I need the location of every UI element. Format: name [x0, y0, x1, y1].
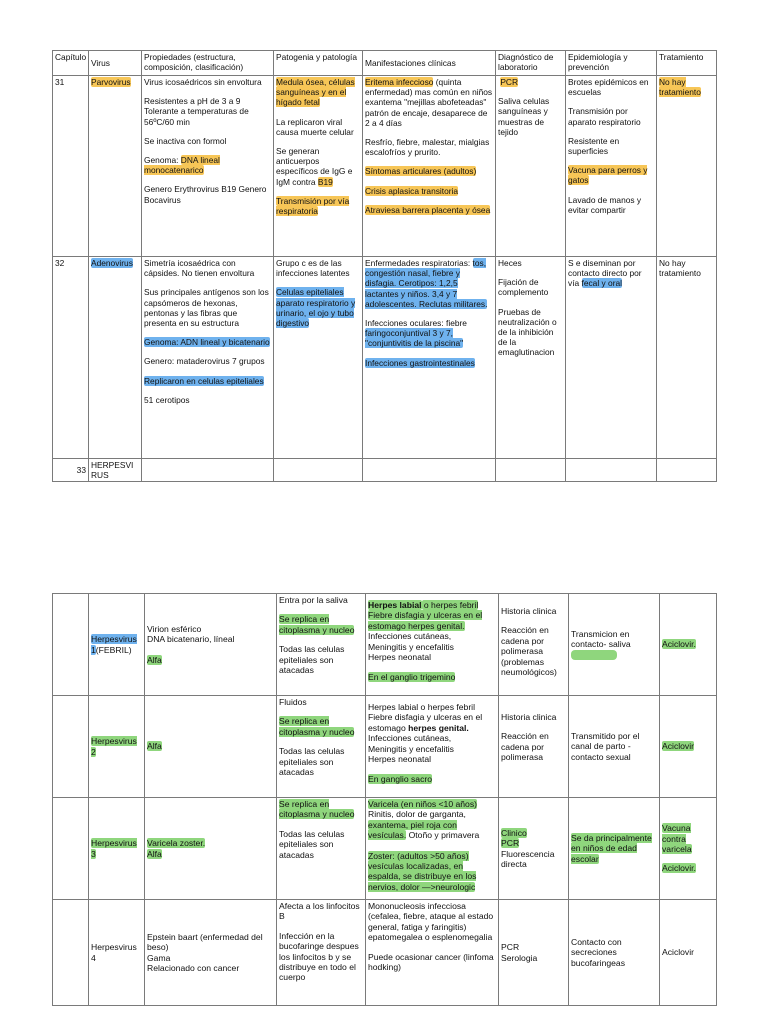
clinical-cell: Enfermedades respiratorias: tos, congestión nasal, fiebre y disfagia. Cerotipos: 1,2,5 lactantes y niños. 3,4 y 7 adolescentes. Reclutas militares. Infecciones oculares: fiebre faringoconjuntival 3 y 7, "conjuntivitis de la piscina" Infecciones gastrointestinales: [363, 257, 496, 459]
properties-cell: Alfa: [145, 696, 277, 798]
diagnosis-cell: Heces Fijación de complemento Pruebas de neutralización o de la inhibición de la emaglutinacion: [496, 257, 566, 459]
table-row-herpesvirus-1: [53, 594, 717, 696]
empty-cell: [274, 459, 363, 482]
clinical-cell: Varicela (en niños <10 años) Rinitis, dolor de garganta, exantema, piel roja con vesículas. Otoño y primavera Zoster: (adultos >50 años) vesículas localizadas, en espalda, se distribuye en los nervios, dolor —>neurologic: [366, 798, 499, 900]
treatment-cell: Aciclovir.: [660, 594, 717, 696]
virus-cell: Herpesvirus 1(FEBRIL): [89, 594, 145, 696]
table-header-row: [53, 51, 717, 76]
epidemiology-cell: Contacto con secreciones bucofaringeas: [569, 900, 660, 1006]
diagnosis-cell: Historia clinica Reacción en cadena por polimerasa: [499, 696, 569, 798]
virus-cell: Herpesvirus 4: [89, 900, 145, 1006]
empty-cell: [496, 459, 566, 482]
virus-cell: Adenovirus: [89, 257, 142, 459]
epidemiology-cell: S e diseminan por contacto directo por vía fecal y oral: [566, 257, 657, 459]
virus-cell: Herpesvirus 3: [89, 798, 145, 900]
clinical-cell: Eritema infeccioso (quinta enfermedad) mas común en niños exantema "mejillas abofeteadas" patrón de encaje, desaparece de 2 a 4 días Resfrío, fiebre, malestar, mialgias escalofríos y prurito. Síntomas articulares (adultos) Crisis aplasica transitoria Atraviesa barrera placenta y ósea: [363, 76, 496, 257]
header-pathogenesis: Patogenia y patología: [274, 51, 363, 76]
empty-cell: [53, 594, 89, 696]
treatment-cell: No hay tratamiento: [657, 257, 717, 459]
virus-cell: Herpesvirus 2: [89, 696, 145, 798]
header-epidemiology: Epidemiología y prevención: [566, 51, 657, 76]
header-clinical: Manifestaciones clínicas: [363, 51, 496, 76]
header-properties: Propiedades (estructura, composición, clasificación): [142, 51, 274, 76]
header-chapter: Capítulo: [53, 51, 89, 76]
header-diagnosis: Diagnóstico de laboratorio: [496, 51, 566, 76]
pathogenesis-cell: Se replica en citoplasma y nucleo Todas las celulas epiteliales son atacadas: [277, 798, 366, 900]
pathogenesis-cell: Medula ósea, células sanguíneas y en el hígado fetal La replicaron viral causa muerte celular Se generan anticuerpos específicos de IgG e IgM contra B19 Transmisión por vía respiratoria: [274, 76, 363, 257]
table-row-parvovirus: [53, 76, 717, 257]
diagnosis-cell: Historia clinica Reacción en cadena por polimerasa (problemas neumológicos): [499, 594, 569, 696]
chapter-cell: 31: [53, 76, 89, 257]
treatment-cell: No hay tratamiento: [657, 76, 717, 257]
highlight-mark: [571, 650, 617, 660]
properties-cell: Virus icosaédricos sin envoltura Resistentes a pH de 3 a 9 Tolerante a temperaturas de 56ºC/60 min Se inactiva con formol Genoma: DNA lineal monocatenarico Genero Erythrovirus B19 Genero Bocavirus: [142, 76, 274, 257]
table-row-adenovirus: [53, 257, 717, 459]
properties-cell: Epstein baart (enfermedad del beso) Gama Relacionado con cancer: [145, 900, 277, 1006]
epidemiology-cell: Brotes epidémicos en escuelas Transmisión por aparato respiratorio Resistente en superficies Vacuna para perros y gatos Lavado de manos y evitar compartir: [566, 76, 657, 257]
herpesvirus-table: [52, 593, 717, 1006]
clinical-cell: Herpes labial o herpes febril Fiebre disfagia y ulceras en el estomago herpes genital. Infecciones cutáneas, Meningitis y encefalitis Herpes neonatal En ganglio sacro: [366, 696, 499, 798]
virus-table-chapters: [52, 50, 717, 482]
pathogenesis-cell: Entra por la saliva Se replica en citoplasma y nucleo Todas las celulas epiteliales son atacadas: [277, 594, 366, 696]
empty-cell: [657, 459, 717, 482]
treatment-cell: Vacuna contra varicela Aciclovir.: [660, 798, 717, 900]
virus-cell: Parvovirus: [89, 76, 142, 257]
epidemiology-cell: Transmitido por el canal de parto - contacto sexual: [569, 696, 660, 798]
treatment-cell: Aciclovir: [660, 900, 717, 1006]
header-treatment: Tratamiento: [657, 51, 717, 76]
clinical-cell: Mononucleosis infecciosa (cefalea, fiebre, ataque al estado general, fatiga y faringitis) epatomegalea o esplenomegalia Puede ocasionar cancer (linfoma hodking): [366, 900, 499, 1006]
chapter-cell: 33: [53, 459, 89, 482]
table-row-herpesvirus: [53, 459, 717, 482]
empty-cell: [363, 459, 496, 482]
pathogenesis-cell: Grupo c es de las infecciones latentes Celulas epiteliales aparato respiratorio y urinario, el ojo y tubo digestivo: [274, 257, 363, 459]
pathogenesis-cell: Afecta a los linfocitos B Infección en la bucofaringe despues los linfocitos b y se distribuye en todo el cuerpo: [277, 900, 366, 1006]
properties-cell: Virion esférico DNA bicatenario, líneal Alfa: [145, 594, 277, 696]
empty-cell: [566, 459, 657, 482]
table-row-herpesvirus-3: [53, 798, 717, 900]
empty-cell: [53, 900, 89, 1006]
pathogenesis-cell: Fluidos Se replica en citoplasma y nucleo Todas las celulas epiteliales son atacadas: [277, 696, 366, 798]
header-virus: Virus: [89, 51, 142, 76]
epidemiology-cell: Se da principalmente en niños de edad escolar: [569, 798, 660, 900]
diagnosis-cell: PCR Saliva celulas sanguíneas y muestras de tejido: [496, 76, 566, 257]
epidemiology-cell: Transmicion en contacto- saliva: [569, 594, 660, 696]
table-row-herpesvirus-2: [53, 696, 717, 798]
treatment-cell: Aciclovir: [660, 696, 717, 798]
diagnosis-cell: Clinico PCR Fluorescencia directa: [499, 798, 569, 900]
empty-cell: [53, 696, 89, 798]
empty-cell: [53, 798, 89, 900]
diagnosis-cell: PCR Serologia: [499, 900, 569, 1006]
properties-cell: Simetría icosaédrica con cápsides. No tienen envoltura Sus principales antígenos son los capsómeros de hexonas, pentonas y las fibras que presenta en su estructura Genoma: ADN lineal y bicatenario Genero: mataderovirus 7 grupos Replicaron en celulas epiteliales 51 cerotipos: [142, 257, 274, 459]
empty-cell: [142, 459, 274, 482]
virus-cell: HERPESVIRUS: [89, 459, 142, 482]
table-row-herpesvirus-4: [53, 900, 717, 1006]
clinical-cell: Herpes labial o herpes febril Fiebre disfagia y ulceras en el estomago herpes genital. Infecciones cutáneas, Meningitis y encefalitis Herpes neonatal En el ganglio trigemino: [366, 594, 499, 696]
properties-cell: Varicela zoster. Alfa: [145, 798, 277, 900]
chapter-cell: 32: [53, 257, 89, 459]
